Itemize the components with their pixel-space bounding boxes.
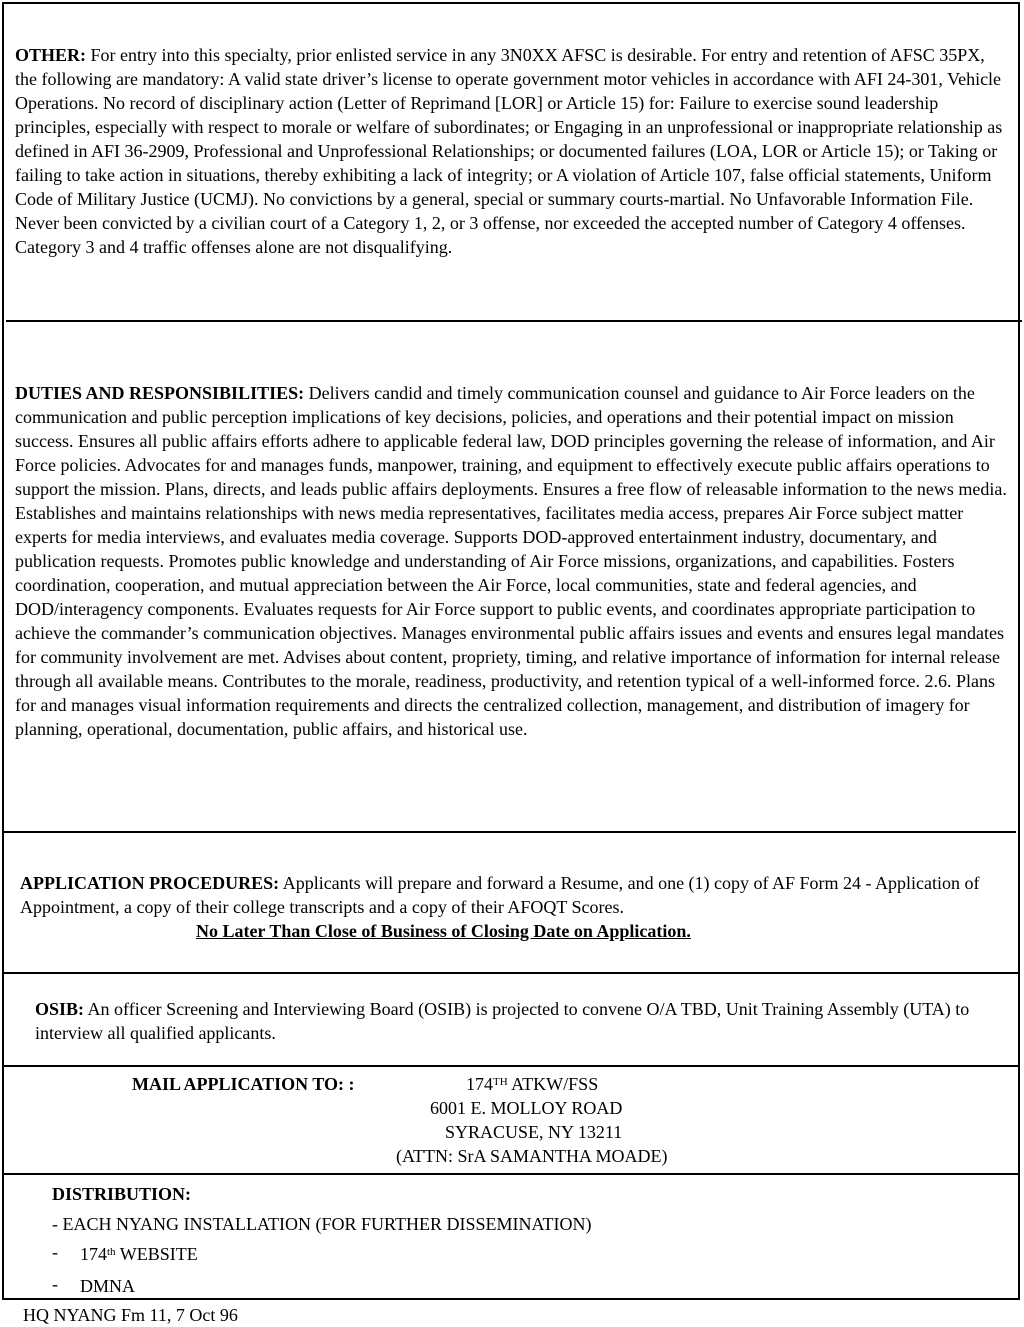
divider-4 bbox=[2, 1065, 1020, 1067]
form-footer: HQ NYANG Fm 11, 7 Oct 96 bbox=[23, 1305, 238, 1325]
distribution-bullet-3: - bbox=[52, 1274, 58, 1294]
application-text: Applicants will prepare and forward a Resume, and one (1) copy of AF Form 24 - Application of Appointment, a copy of their college transcripts and a copy of their AFOQT Scores. bbox=[20, 873, 980, 917]
mail-unit-suffix: TH bbox=[493, 1076, 508, 1088]
application-deadline: No Later Than Close of Business of Closing Date on Application. bbox=[196, 921, 691, 941]
mail-attn: (ATTN: SrA SAMANTHA MOADE) bbox=[396, 1146, 668, 1166]
mail-unit-number: 174 bbox=[466, 1074, 493, 1094]
mail-unit-name: ATKW/FSS bbox=[507, 1074, 599, 1094]
distribution-item-2-text: WEBSITE bbox=[115, 1244, 198, 1264]
distribution-line-1: - EACH NYANG INSTALLATION (FOR FURTHER DISSEMINATION) bbox=[52, 1214, 592, 1234]
distribution-item-2-number: 174 bbox=[80, 1244, 107, 1264]
other-section bbox=[15, 43, 1005, 259]
other-text: For entry into this specialty, prior enlisted service in any 3N0XX AFSC is desirable. For entry and retention of AFSC 35PX, the following are mandatory: A valid state driver’s license to operate government motor vehicles in accordance with AFI 24-301, Vehicle Operations. No record of disciplinary action (Letter of Reprimand [LOR] or Article 15) for: Failure to exercise sound leadership principles, especially with respect to morale or welfare of subordinates; or Engaging in an unprofessional or inappropriate relationship as defined in AFI 36-2909, Professional and Unprofessional Relationships; or documented failures (LOA, LOR or Article 15); or Taking or failing to take action in situations, thereby exhibiting a lack of integrity; or A violation of Article 107, false official statements, Uniform Code of Military Justice (UCMJ). No convictions by a general, special or summary courts-martial. No Unfavorable Information File. Never been convicted by a civilian court of a Category 1, 2, or 3 offense, nor exceeded the accepted number of Category 4 offenses. Category 3 and 4 traffic offenses alone are not disqualifying. bbox=[15, 45, 1003, 257]
osib-heading: OSIB: bbox=[35, 999, 85, 1019]
distribution-item-2 bbox=[80, 1242, 198, 1266]
mail-label: MAIL APPLICATION TO: : bbox=[132, 1074, 355, 1094]
application-heading: APPLICATION PROCEDURES: bbox=[20, 873, 280, 893]
application-section bbox=[20, 871, 995, 919]
duties-heading: DUTIES AND RESPONSIBILITIES: bbox=[15, 383, 305, 403]
distribution-bullet-2: - bbox=[52, 1242, 58, 1262]
mail-city: SYRACUSE, NY 13211 bbox=[445, 1122, 623, 1142]
divider-2 bbox=[2, 831, 1016, 833]
duties-text: Delivers candid and timely communication counsel and guidance to Air Force leaders on the communication and public perception implications of key decisions, policies, and operations and their potential impact on mission success. Ensures all public affairs efforts adhere to applicable federal law, DOD principles governing the release of information, and Air Force policies. Advocates for and manages funds, manpower, training, and equipment to effectively execute public affairs operations to support the mission. Plans, directs, and leads public affairs deployments. Ensures a free flow of releasable information to the news media. Establishes and maintains relationships with news media representatives, facilitates media access, prepares Air Force subject matter experts for media interviews, and evaluates media coverage. Supports DOD-approved entertainment industry, documentary, and publication requests. Promotes public knowledge and understanding of Air Force missions, organizations, and capabilities. Fosters coordination, cooperation, and mutual appreciation between the Air Force, local communities, state and federal agencies, and DOD/interagency components. Evaluates requests for Air Force support to public events, and coordinates appropriate participation to achieve the commander’s communication objectives. Manages environmental public affairs issues and events and ensures legal mandates for community involvement are met. Advises about content, propriety, timing, and relative importance of information for internal release through all available means. Contributes to the morale, readiness, productivity, and retention typical of a well-informed force. 2.6. Plans for and manages visual information requirements and directs the centralized collection, management, and distribution of imagery for planning, operational, documentation, public affairs, and historical use. bbox=[15, 383, 1007, 739]
mail-unit bbox=[466, 1072, 598, 1096]
divider-1 bbox=[6, 320, 1022, 322]
other-heading: OTHER: bbox=[15, 45, 87, 65]
distribution-heading: DISTRIBUTION: bbox=[52, 1184, 192, 1204]
duties-section bbox=[15, 381, 1015, 741]
osib-section bbox=[35, 997, 985, 1045]
divider-3 bbox=[2, 972, 1020, 974]
osib-text: An officer Screening and Interviewing Board (OSIB) is projected to convene O/A TBD, Unit Training Assembly (UTA) to interview all qualified applicants. bbox=[35, 999, 970, 1043]
mail-street: 6001 E. MOLLOY ROAD bbox=[430, 1098, 623, 1118]
distribution-item-3: DMNA bbox=[80, 1276, 136, 1296]
distribution-item-2-suffix: th bbox=[107, 1246, 116, 1258]
divider-5 bbox=[2, 1173, 1020, 1175]
